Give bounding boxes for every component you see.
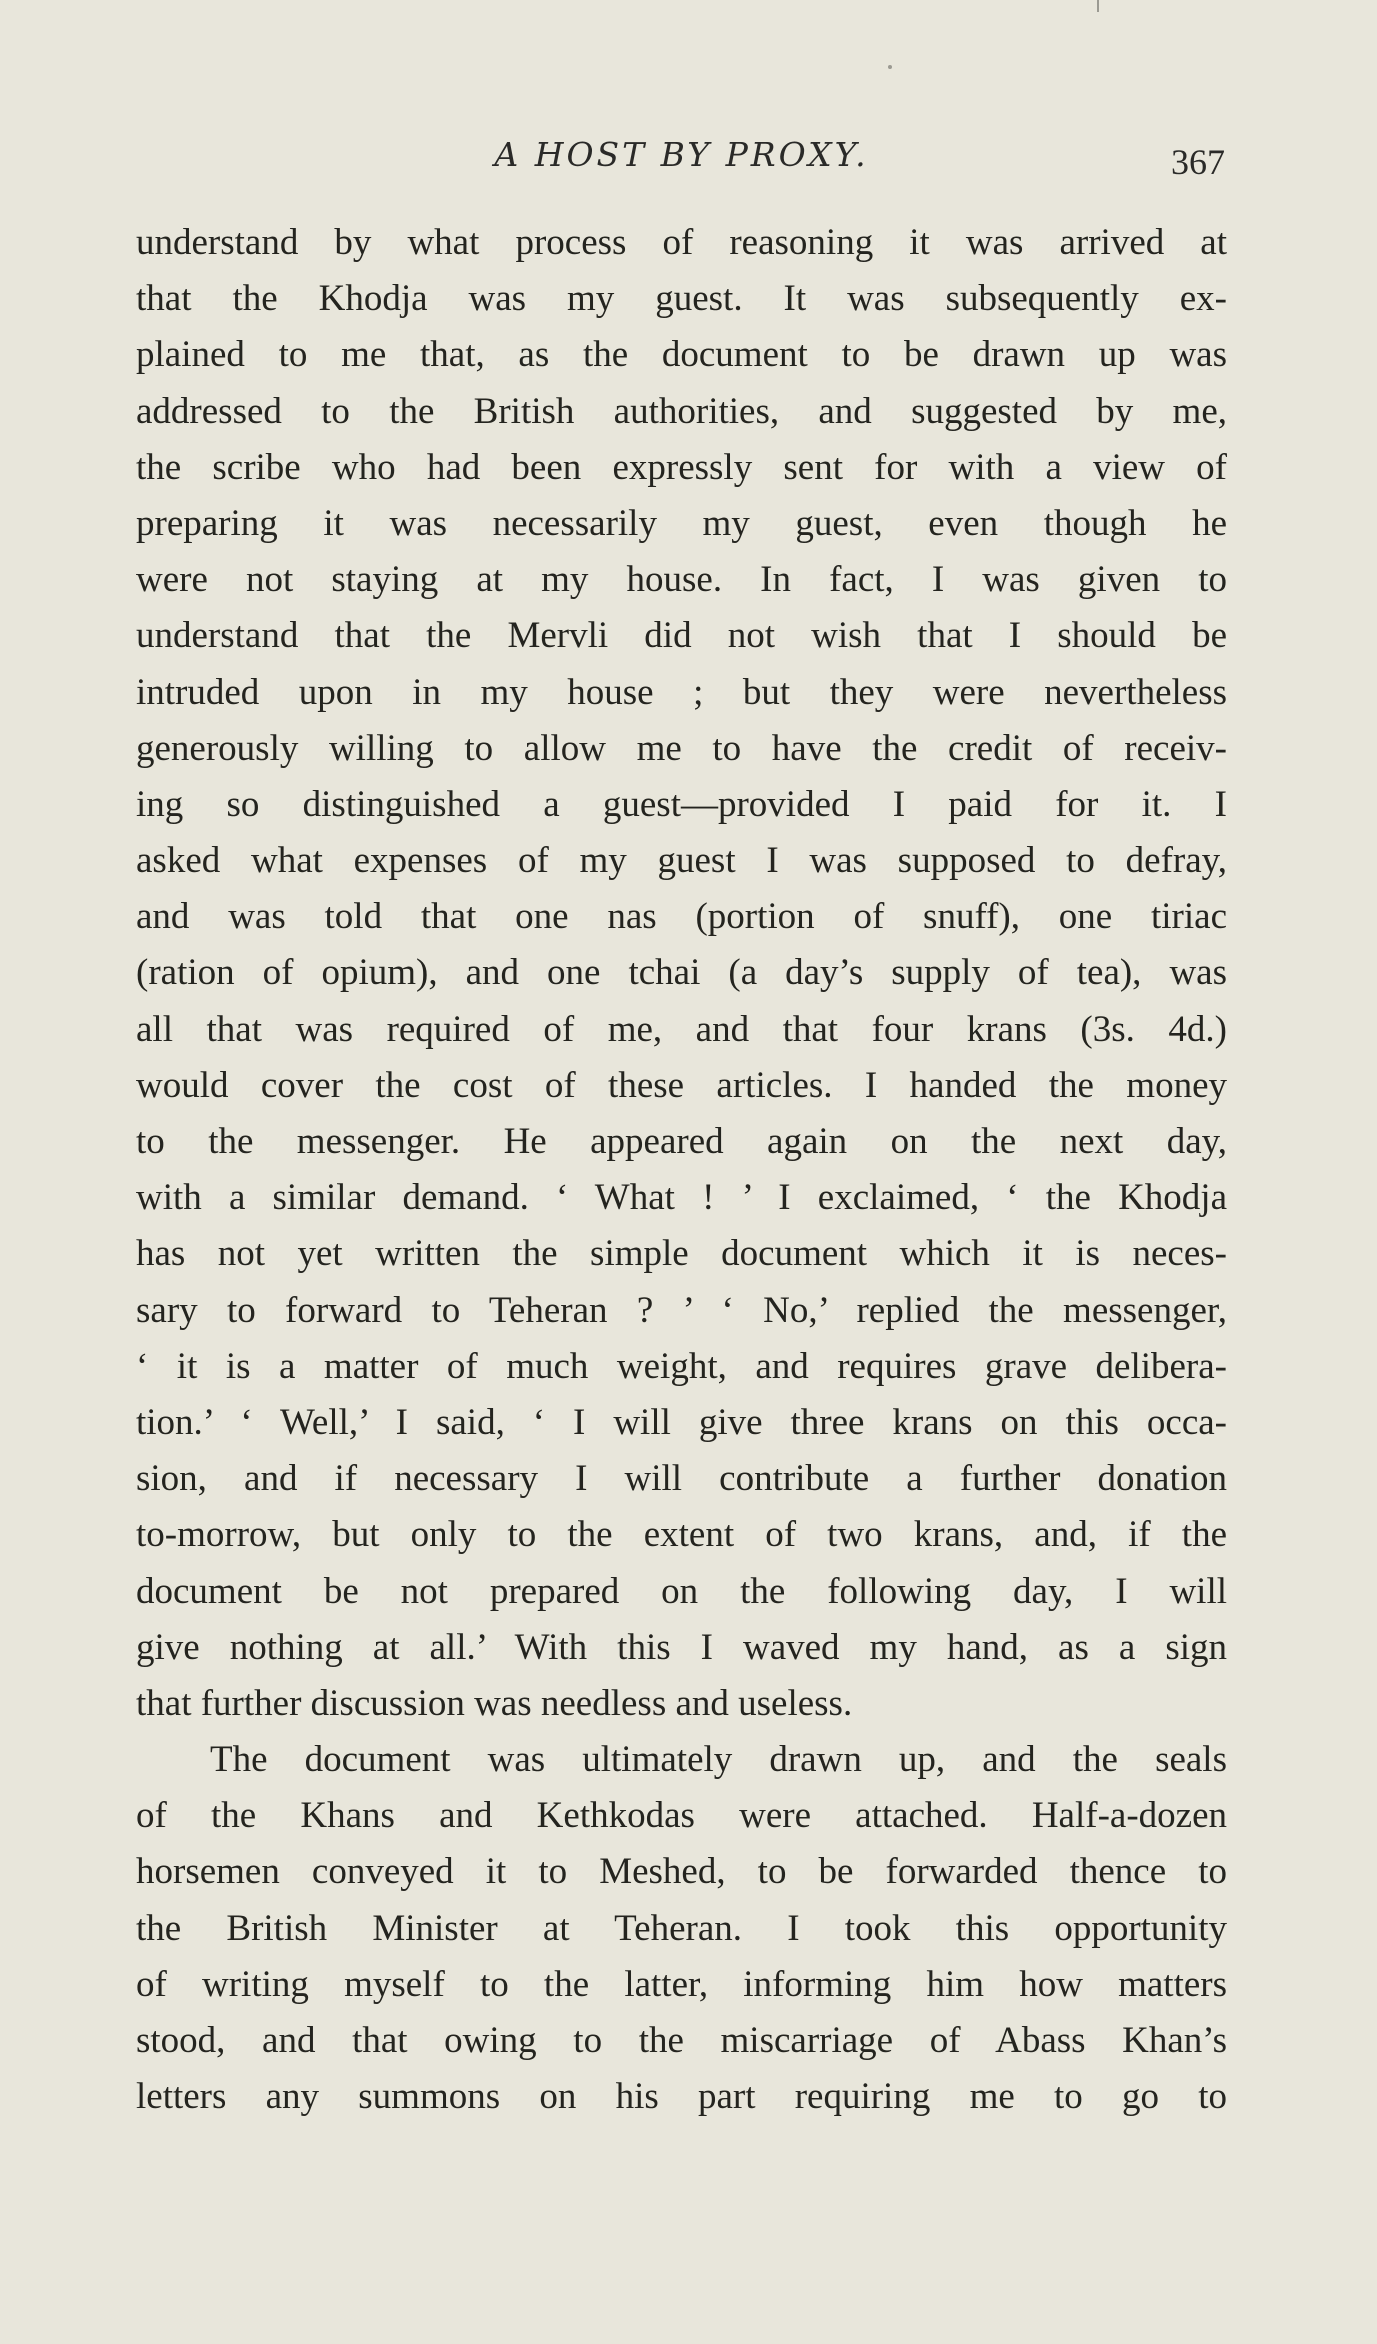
running-title: A HOST BY PROXY. (494, 135, 869, 174)
text-line: The document was ultimately drawn up, and the seals (210, 1739, 1227, 1781)
text-line: generously willing to allow me to have the credit of receiv- (136, 727, 1227, 769)
text-line: has not yet written the simple document which it is neces- (136, 1233, 1227, 1275)
text-line: intruded upon in my house ; but they were nevertheless (136, 671, 1227, 713)
text-line: with a similar demand. ‘ What ! ’ I exclaimed, ‘ the Khodja (136, 1177, 1227, 1219)
text-line: addressed to the British authorities, and suggested by me, (136, 390, 1227, 432)
text-line: letters any summons on his part requiring me to go to (136, 2076, 1227, 2118)
edge-mark (1097, 0, 1099, 12)
text-line: plained to me that, as the document to be drawn up was (136, 334, 1227, 376)
text-line: that the Khodja was my guest. It was subsequently ex- (136, 278, 1227, 320)
text-line: of the Khans and Kethkodas were attached. Half-a-dozen (136, 1795, 1227, 1837)
text-line: sion, and if necessary I will contribute a further donation (136, 1458, 1227, 1500)
text-line: stood, and that owing to the miscarriage of Abass Khan’s (136, 2020, 1227, 2061)
text-line: the scribe who had been expressly sent for with a view of (136, 446, 1227, 488)
text-line: give nothing at all.’ With this I waved my hand, as a sign (136, 1626, 1227, 1668)
page-number: 367 (1171, 142, 1225, 182)
text-line: (ration of opium), and one tchai (a day’s supply of tea), was (136, 952, 1227, 994)
text-line: the British Minister at Teheran. I took this opportunity (136, 1907, 1227, 1949)
text-line: that further discussion was needless and useless. (136, 1682, 853, 1724)
text-line: asked what expenses of my guest I was supposed to defray, (136, 840, 1227, 882)
text-line: ing so distinguished a guest—provided I paid for it. I (136, 783, 1227, 825)
text-line: were not staying at my house. In fact, I was given to (136, 559, 1227, 601)
text-line: understand by what process of reasoning it was arrived at (136, 222, 1227, 263)
text-line: understand that the Mervli did not wish that I should be (136, 615, 1227, 657)
text-line: preparing it was necessarily my guest, even though he (136, 502, 1227, 544)
text-line: to the messenger. He appeared again on the next day, (136, 1121, 1227, 1162)
text-line: to-morrow, but only to the extent of two krans, and, if the (136, 1514, 1227, 1556)
text-line: horsemen conveyed it to Meshed, to be forwarded thence to (136, 1851, 1227, 1893)
text-line: tion.’ ‘ Well,’ I said, ‘ I will give three krans on this occa- (136, 1401, 1227, 1443)
body-text (136, 215, 1227, 2125)
text-line: of writing myself to the latter, informing him how matters (136, 1963, 1227, 2005)
text-line: document be not prepared on the following day, I will (136, 1570, 1227, 1612)
text-line: would cover the cost of these articles. I handed the money (136, 1064, 1227, 1106)
page-header (136, 135, 1227, 185)
text-line: and was told that one nas (portion of snuff), one tiriac (136, 896, 1227, 938)
text-line: all that was required of me, and that four krans (3s. 4d.) (136, 1008, 1227, 1050)
speck-mark (888, 65, 892, 69)
text-line: ‘ it is a matter of much weight, and requires grave delibera- (136, 1345, 1227, 1387)
text-line: sary to forward to Teheran ? ’ ‘ No,’ replied the messenger, (136, 1289, 1227, 1331)
